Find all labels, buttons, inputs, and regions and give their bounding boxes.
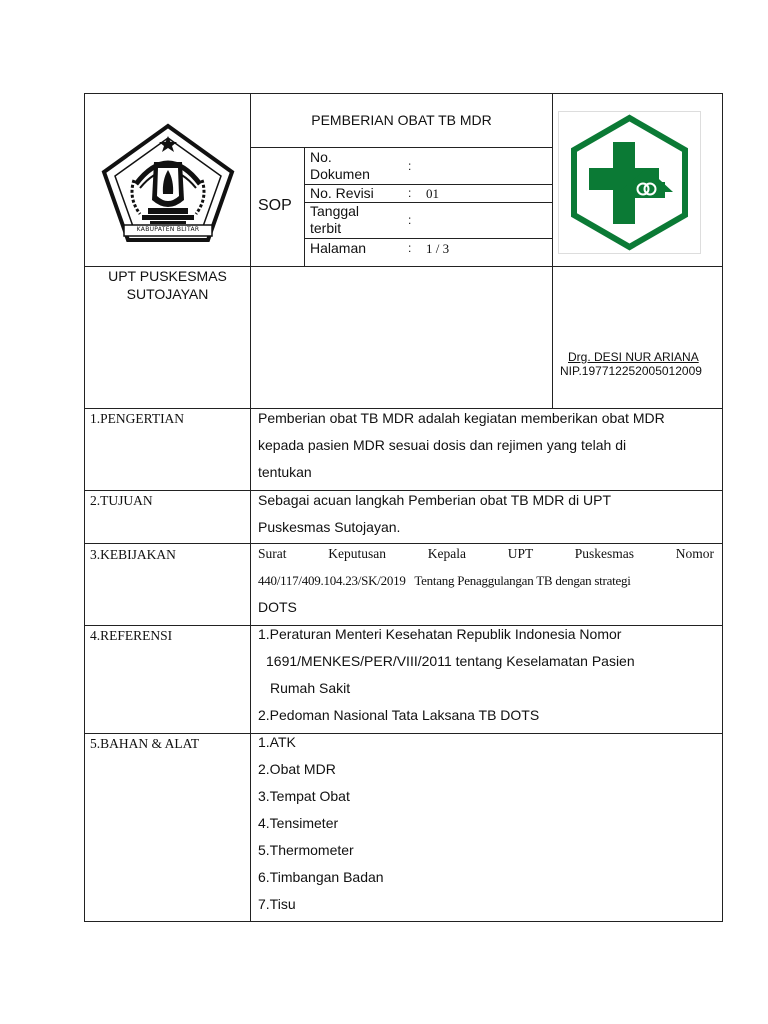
list-item: 6.Timbangan Badan	[258, 869, 384, 885]
doc-field-label: No.	[310, 149, 332, 165]
table-border-bottom	[84, 921, 723, 922]
list-item: 4.Tensimeter	[258, 815, 339, 831]
doc-field-separator: :	[408, 186, 412, 200]
section-text-tujuan	[258, 487, 718, 541]
divider-h-header-bottom	[84, 266, 723, 267]
signer-nip: NIP.197712252005012009	[560, 364, 702, 378]
section-text-pengertian	[258, 405, 718, 486]
section-text-referensi	[258, 621, 718, 729]
signer-name: Drg. DESI NUR ARIANA	[568, 350, 699, 364]
puskesmas-logo	[558, 111, 701, 254]
text-line: Surat Keputusan Kepala UPT Puskesmas Nomor	[258, 546, 714, 561]
doc-field-separator: :	[408, 213, 412, 227]
doc-field-label: Tanggal	[310, 203, 360, 219]
table-border-left	[84, 93, 85, 922]
organization-name: UPT PUSKESMAS	[108, 268, 227, 284]
text-line: Pemberian obat TB MDR adalah kegiatan memberikan obat MDR	[258, 410, 665, 426]
section-label-tujuan: 2.TUJUAN	[90, 493, 153, 508]
divider-h-title	[250, 147, 553, 148]
text-line: 1691/MENKES/PER/VIII/2011 tentang Keselamatan Pasien	[266, 653, 635, 669]
divider-v-label-col	[250, 93, 251, 922]
organization-name: SUTOJAYAN	[126, 286, 209, 302]
text-line: 440/117/409.104.23/SK/2019 Tentang Penaggulangan TB dengan strategi	[258, 573, 631, 588]
table-border-top	[84, 93, 723, 94]
doc-field-label: No. Revisi	[310, 185, 374, 201]
divider-v-logo-col	[552, 93, 553, 409]
list-item: 7.Tisu	[258, 896, 296, 912]
list-item: 3.Tempat Obat	[258, 788, 350, 804]
text-line: 1.Peraturan Menteri Kesehatan Republik Indonesia Nomor	[258, 626, 622, 642]
list-item: 2.Obat MDR	[258, 761, 336, 777]
text-line: tentukan	[258, 464, 312, 480]
section-text-kebijakan	[258, 540, 714, 621]
list-item: 5.Thermometer	[258, 842, 354, 858]
text-line: Rumah Sakit	[270, 680, 351, 696]
text-line: DOTS	[258, 599, 297, 615]
doc-field-separator: :	[408, 159, 412, 173]
text-line: Sebagai acuan langkah Pemberian obat TB MDR di UPT	[258, 492, 612, 508]
divider-h-field3	[304, 238, 553, 239]
doc-field-label: Dokumen	[310, 166, 370, 182]
doc-field-value: 1 / 3	[426, 241, 450, 256]
doc-field-value: 01	[426, 186, 439, 201]
doc-field-label: terbit	[310, 220, 342, 236]
section-label-kebijakan: 3.KEBIJAKAN	[90, 547, 176, 562]
regency-emblem-logo	[100, 122, 236, 244]
table-border-right	[722, 93, 723, 922]
text-line: kepada pasien MDR sesuai dosis dan rejimen yang telah di	[258, 437, 627, 453]
list-item: 1.ATK	[258, 734, 296, 750]
divider-v-sop	[304, 147, 305, 267]
emblem-ribbon-text: KABUPATEN BLITAR	[136, 226, 200, 233]
doc-field-label: Halaman	[310, 240, 367, 256]
text-line: 2.Pedoman Nasional Tata Laksana TB DOTS	[258, 707, 540, 723]
doc-field-separator: :	[408, 241, 412, 255]
text-line: Puskesmas Sutojayan.	[258, 519, 401, 535]
section-list-bahan-alat	[258, 729, 718, 918]
section-label-pengertian: 1.PENGERTIAN	[90, 411, 185, 426]
section-label-referensi: 4.REFERENSI	[90, 628, 173, 643]
sop-label: SOP	[258, 197, 292, 214]
document-title: PEMBERIAN OBAT TB MDR	[311, 112, 492, 128]
section-label-bahan-alat: 5.BAHAN & ALAT	[90, 736, 200, 751]
